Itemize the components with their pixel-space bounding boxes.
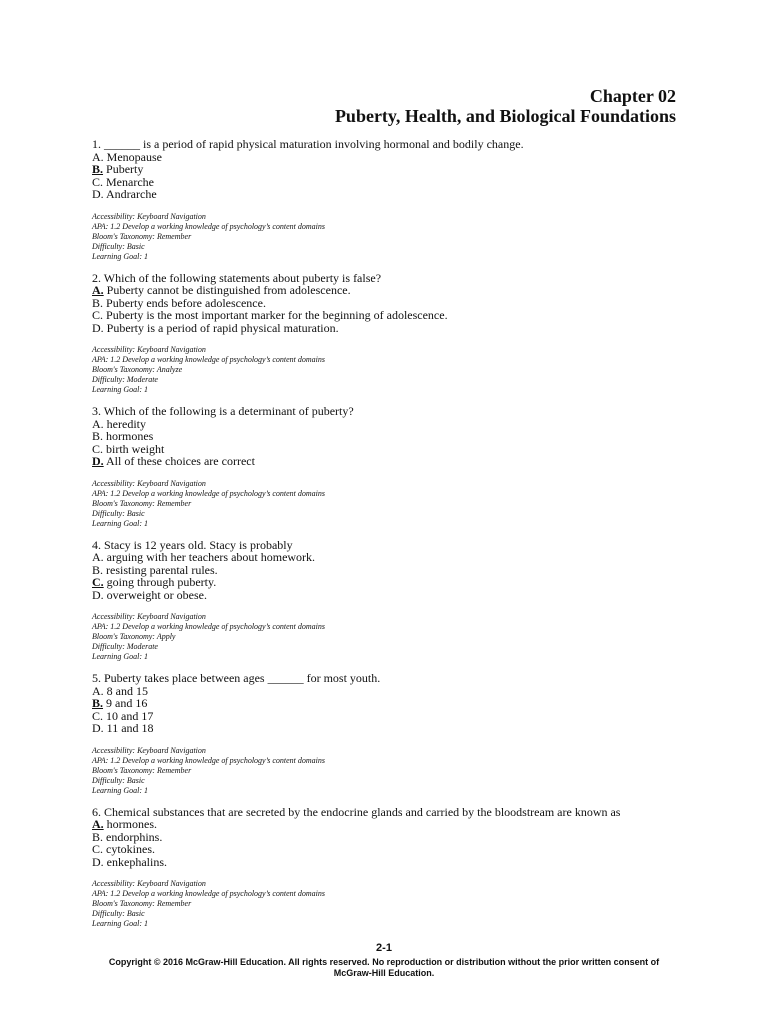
option-d-correct	[92, 455, 692, 468]
option-letter: A.	[92, 149, 104, 164]
option-text: hormones.	[103, 817, 157, 831]
option-d	[92, 188, 692, 201]
option-text: enkephalins.	[103, 854, 167, 869]
option-d	[92, 589, 692, 602]
meta-learning-goal: Learning Goal: 1	[92, 785, 148, 795]
meta-learning-goal: Learning Goal: 1	[92, 652, 148, 661]
option-b-correct	[92, 163, 692, 176]
meta-blooms: Bloom's Taxonomy: Analyze	[92, 365, 183, 374]
meta-difficulty: Difficulty: Basic	[92, 909, 145, 918]
question-5	[92, 672, 692, 796]
option-text: endorphins.	[103, 829, 163, 844]
question-metadata	[92, 212, 692, 262]
option-text: heredity	[103, 416, 146, 431]
option-text: Puberty	[103, 162, 144, 176]
option-letter: A.	[92, 817, 104, 831]
option-text: 9 and 16	[103, 696, 148, 710]
option-letter: B.	[92, 562, 104, 577]
option-d	[92, 856, 692, 869]
question-text: 5. Puberty takes place between ages ______ for most youth.	[92, 671, 381, 685]
option-letter: B.	[92, 429, 104, 443]
option-text: resisting parental rules.	[103, 562, 218, 577]
meta-blooms: Bloom's Taxonomy: Remember	[92, 765, 192, 775]
meta-difficulty: Difficulty: Moderate	[92, 375, 158, 384]
question-metadata	[92, 479, 692, 529]
page-footer	[0, 942, 768, 979]
meta-accessibility: Accessibility: Keyboard Navigation	[92, 745, 206, 755]
option-letter: C.	[92, 308, 104, 322]
meta-apa: APA: 1.2 Develop a working knowledge of psychology’s content domains	[92, 488, 325, 498]
option-c	[92, 710, 692, 723]
meta-apa: APA: 1.2 Develop a working knowledge of psychology’s content domains	[92, 622, 325, 631]
option-letter: C.	[92, 708, 104, 723]
option-letter: B.	[92, 829, 104, 844]
option-text: All of these choices are correct	[103, 454, 255, 468]
option-text: 11 and 18	[103, 721, 154, 735]
option-letter: C.	[92, 842, 104, 856]
chapter-title: Puberty, Health, and Biological Foundations	[334, 106, 676, 126]
option-text: Menopause	[103, 149, 162, 164]
meta-accessibility: Accessibility: Keyboard Navigation	[92, 612, 206, 621]
option-letter: A.	[92, 550, 104, 564]
meta-apa: APA: 1.2 Develop a working knowledge of psychology’s content domains	[92, 221, 325, 231]
option-d	[92, 322, 692, 335]
copyright-notice: Copyright © 2016 McGraw-Hill Education. All rights reserved. No reproduction or distribution without the prior written consent of McGraw-Hill Education.	[108, 957, 660, 978]
meta-difficulty: Difficulty: Basic	[92, 508, 145, 518]
option-letter: B.	[92, 696, 104, 710]
option-letter: D.	[92, 320, 104, 335]
meta-blooms: Bloom's Taxonomy: Apply	[92, 632, 176, 641]
option-text: Puberty is a period of rapid physical maturation.	[103, 320, 339, 335]
option-letter: D.	[92, 187, 104, 201]
meta-blooms: Bloom's Taxonomy: Remember	[92, 899, 192, 908]
meta-accessibility: Accessibility: Keyboard Navigation	[92, 478, 206, 488]
meta-learning-goal: Learning Goal: 1	[92, 251, 148, 261]
meta-blooms: Bloom's Taxonomy: Remember	[92, 498, 192, 508]
option-text: Puberty ends before adolescence.	[103, 295, 266, 310]
option-text: Puberty is the most important marker for the beginning of adolescence.	[103, 308, 448, 322]
page-number: 2-1	[376, 942, 392, 954]
option-letter: B.	[92, 295, 104, 310]
meta-difficulty: Difficulty: Basic	[92, 775, 145, 785]
option-text: cytokines.	[103, 842, 156, 856]
option-text: going through puberty.	[103, 575, 217, 589]
meta-apa: APA: 1.2 Develop a working knowledge of psychology’s content domains	[92, 889, 325, 898]
question-4	[92, 539, 692, 663]
option-letter: C.	[92, 441, 104, 456]
meta-difficulty: Difficulty: Moderate	[92, 642, 158, 651]
option-c	[92, 176, 692, 189]
option-text: Puberty cannot be distinguished from adolescence.	[103, 283, 351, 297]
option-a-correct	[92, 818, 692, 831]
option-text: 8 and 15	[103, 683, 148, 698]
option-letter: D.	[92, 454, 104, 468]
option-b	[92, 831, 692, 844]
meta-learning-goal: Learning Goal: 1	[92, 919, 148, 928]
meta-accessibility: Accessibility: Keyboard Navigation	[92, 345, 206, 354]
option-letter: D.	[92, 854, 104, 869]
option-text: hormones	[103, 429, 154, 443]
option-d	[92, 722, 692, 735]
option-letter: D.	[92, 721, 104, 735]
question-text: 2. Which of the following statements about puberty is false?	[92, 270, 382, 285]
question-metadata	[92, 612, 692, 662]
question-text: 4. Stacy is 12 years old. Stacy is probably	[92, 537, 293, 552]
option-text: Menarche	[103, 174, 154, 189]
chapter-number: Chapter 02	[589, 86, 676, 106]
option-letter: A.	[92, 416, 104, 431]
question-text: 3. Which of the following is a determinant of puberty?	[92, 404, 354, 418]
question-6	[92, 806, 692, 930]
option-text: Andrarche	[103, 187, 157, 201]
option-letter: A.	[92, 283, 104, 297]
meta-difficulty: Difficulty: Basic	[92, 241, 145, 251]
option-text: birth weight	[103, 441, 165, 456]
option-a	[92, 151, 692, 164]
question-text: 1. ______ is a period of rapid physical maturation involving hormonal and bodily change.	[92, 137, 524, 151]
meta-apa: APA: 1.2 Develop a working knowledge of psychology’s content domains	[92, 355, 325, 364]
meta-accessibility: Accessibility: Keyboard Navigation	[92, 211, 206, 221]
question-metadata	[92, 879, 692, 929]
question-3	[92, 405, 692, 529]
question-1	[92, 138, 692, 262]
option-text: arguing with her teachers about homework.	[103, 550, 316, 564]
option-text: 10 and 17	[103, 708, 154, 723]
question-metadata	[92, 746, 692, 796]
meta-accessibility: Accessibility: Keyboard Navigation	[92, 879, 206, 888]
option-letter: A.	[92, 683, 104, 698]
option-letter: C.	[92, 575, 104, 589]
option-c	[92, 843, 692, 856]
question-list	[92, 138, 692, 939]
option-letter: C.	[92, 174, 104, 189]
meta-apa: APA: 1.2 Develop a working knowledge of psychology’s content domains	[92, 755, 325, 765]
option-letter: B.	[92, 162, 104, 176]
meta-learning-goal: Learning Goal: 1	[92, 518, 148, 528]
option-a	[92, 685, 692, 698]
option-a	[92, 418, 692, 431]
option-letter: D.	[92, 587, 104, 602]
option-b-correct	[92, 697, 692, 710]
option-b	[92, 430, 692, 443]
meta-blooms: Bloom's Taxonomy: Remember	[92, 231, 192, 241]
question-2	[92, 272, 692, 396]
meta-learning-goal: Learning Goal: 1	[92, 385, 148, 394]
option-text: overweight or obese.	[103, 587, 207, 602]
question-text: 6. Chemical substances that are secreted by the endocrine glands and carried by the bloodstream are known as	[92, 804, 621, 819]
question-metadata	[92, 345, 692, 395]
